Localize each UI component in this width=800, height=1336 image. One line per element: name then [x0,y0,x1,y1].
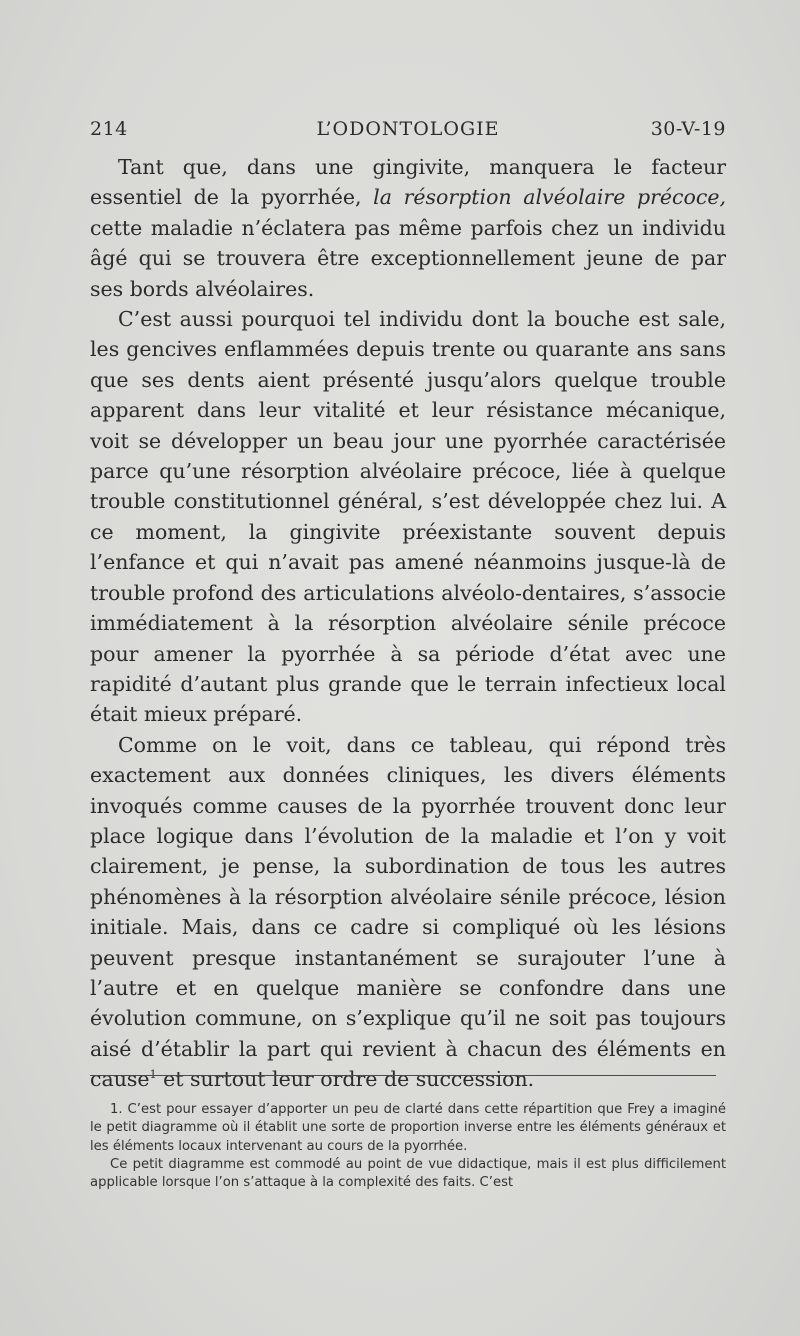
journal-title: L’ODONTOLOGIE [316,118,500,140]
paragraph-3-end: et surtout leur ordre de succession. [156,1067,535,1092]
footnote-divider [90,1075,716,1076]
footnote-1: 1. C’est pour essayer d’apporter un peu de clarté dans cette répartition que Frey a imaginé le petit diagramme où il établit une sorte de proportion inverse entre les éléments généraux et les éléments locaux intervenant au cours de la pyorrhée. [90,1102,726,1154]
paragraph-1-italic: la résorption alvéolaire précoce, [373,185,726,210]
issue-date: 30-V-19 [650,118,726,140]
paragraph-1-start: Tant que, dans une gingivite, manquera le facteur essentiel de la pyorrhée, [90,155,726,210]
paragraph-3-start: Comme on le voit, dans ce tableau, qui répond très exactement aux données cliniques, les divers éléments invoqués comme causes de la pyorrhée trouvent donc leur place logique dans l’évolution de la maladie et l’on y voit clairement, je pense, la subordination de tous les autres phénomènes à la résorption alvéolaire sénile précoce, lésion initiale. Mais, dans ce cadre si compliqué où les lésions peuvent presque instantanément se surajouter l’une à l’autre et en quelque manière se confondre dans une évolution commune, on s’explique qu’il ne soit pas toujours aisé d’établir la part qui revient à chacun des éléments en cause [90,732,726,1092]
paragraph-1-end: cette maladie n’éclatera pas même parfois chez un individu âgé qui se trouvera être exceptionnellement jeune de par ses bords alvéolaires. [90,215,726,301]
running-header [90,118,726,148]
footnote-ref[interactable]: 1 [149,1068,157,1082]
footnote-1-continued: Ce petit diagramme est commodé au point de vue didactique, mais il est plus difficilement applicable lorsque l’on s’attaque à la complexité des faits. C’est [90,1156,726,1191]
footnotes [90,1101,726,1192]
paragraph-2: C’est aussi pourquoi tel individu dont la bouche est sale, les gencives enflammées depuis trente ou quarante ans sans que ses dents aient présenté jusqu’alors quelque trouble apparent dans leur vitalité et leur résistance mécanique, voit se développer un beau jour une pyorrhée caractérisée parce qu’une résorption alvéolaire précoce, liée à quelque trouble constitutionnel général, s’est développée chez lui. A ce moment, la gingivite préexistante souvent depuis l’enfance et qui n’avait pas amené néanmoins jusque-là de trouble profond des articulations alvéolo-dentaires, s’associe immédiatement à la résorption alvéolaire sénile précoce pour amener la pyorrhée à sa période d’état avec une rapidité d’autant plus grande que le terrain infectieux local était mieux préparé. [90,307,726,727]
paragraph-1 [90,152,726,304]
paragraph-3 [90,730,726,1095]
page-number: 214 [90,118,128,140]
main-text [90,152,726,1095]
